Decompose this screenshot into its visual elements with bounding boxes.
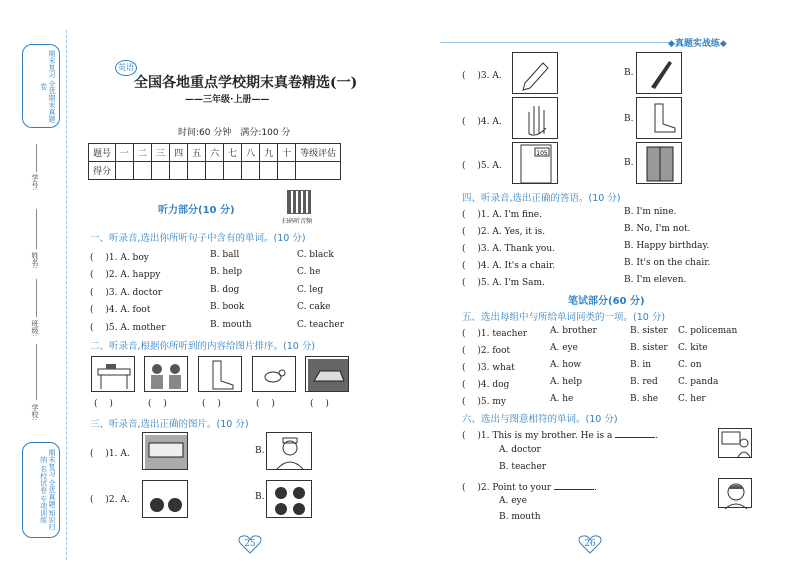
classroom-icon	[143, 433, 189, 471]
page-number-right-text: 26	[584, 539, 596, 549]
option-a: ( )4. A. foot	[90, 305, 151, 315]
question-end: .	[593, 483, 597, 493]
classroom-picture[interactable]	[142, 432, 188, 470]
window-icon	[637, 143, 683, 185]
page-number-left-text: 25	[244, 539, 256, 549]
window-picture[interactable]	[636, 142, 682, 184]
nurse-picture[interactable]	[266, 432, 312, 470]
option-b: B. I'm nine.	[624, 207, 677, 217]
grade-subtitle: ——三年级·上册——	[185, 95, 270, 105]
option-b: B.	[255, 492, 265, 502]
score-input-cell[interactable]	[134, 162, 152, 180]
section6-title: 六、选出与图意相符的单词。(10 分)	[462, 414, 618, 425]
door-icon	[513, 143, 559, 185]
order-blank[interactable]: ( )	[94, 399, 113, 409]
option-b: B. sister	[630, 326, 668, 336]
score-cell: 题号	[89, 144, 116, 162]
foot-picture[interactable]	[636, 97, 682, 139]
option-c: C. her	[678, 394, 706, 404]
score-cell: 一	[116, 144, 134, 162]
bird-picture	[252, 356, 296, 392]
answer-blank[interactable]	[615, 437, 655, 438]
given-word: ( )4. dog	[462, 380, 510, 390]
hand-icon	[513, 98, 559, 140]
option-a[interactable]: A. doctor	[499, 445, 541, 455]
score-input-cell[interactable]	[206, 162, 224, 180]
question-end: .	[655, 431, 659, 441]
option-a: A. help	[550, 377, 582, 387]
two-pumpkins-picture[interactable]	[142, 480, 188, 518]
field-name-line[interactable]	[36, 209, 37, 249]
field-school-line[interactable]	[36, 344, 37, 400]
option-c: C. he	[297, 267, 321, 277]
field-school-label: 学校:	[31, 404, 39, 421]
four-pumpkins-picture[interactable]	[266, 480, 312, 518]
binding-sidebar	[18, 44, 64, 564]
score-cell: 六	[206, 144, 224, 162]
option-b: B.	[255, 446, 265, 456]
pen-icon	[637, 53, 683, 95]
option-b: B. I'm eleven.	[624, 275, 687, 285]
option-a: A. he	[550, 394, 574, 404]
binding-cut-line	[66, 30, 67, 560]
score-input-cell[interactable]	[260, 162, 278, 180]
option-a: ( )5. A. I'm Sam.	[462, 278, 545, 288]
option-b: B. help	[210, 267, 243, 277]
option-a: ( )3. A. Thank you.	[462, 244, 555, 254]
people-picture	[144, 356, 188, 392]
question-stem: ( )1. This is my brother. He is a	[462, 431, 613, 441]
order-blank[interactable]: ( )	[148, 399, 167, 409]
page-number-left	[237, 533, 263, 555]
hand-picture[interactable]	[512, 97, 558, 139]
option-b: B.	[624, 68, 634, 78]
subject-badge: 英语	[115, 60, 137, 76]
option-c: C. black	[297, 250, 334, 260]
option-b: B. Happy birthday.	[624, 241, 710, 251]
score-input-cell[interactable]	[152, 162, 170, 180]
question-label: ( )1. A.	[90, 449, 130, 459]
option-b[interactable]: B. mouth	[499, 512, 541, 522]
score-cell: 十	[278, 144, 296, 162]
pencil-icon	[513, 53, 559, 95]
field-number-line[interactable]	[36, 144, 37, 172]
option-b: B. she	[630, 394, 659, 404]
teacher-picture	[718, 428, 752, 458]
sidebar-top-label: 期末复习 全优期末真题卷	[22, 44, 60, 128]
writing-part-title: 笔试部分(60 分)	[568, 296, 645, 307]
car-picture	[305, 356, 349, 392]
given-word: ( )1. teacher	[462, 329, 528, 339]
score-row-label: 得分	[89, 162, 116, 180]
leg-icon	[199, 357, 243, 393]
option-b: B. red	[630, 377, 658, 387]
pen-picture[interactable]	[636, 52, 682, 94]
nurse-icon	[267, 433, 313, 471]
score-cell: 七	[224, 144, 242, 162]
score-input-cell[interactable]	[170, 162, 188, 180]
page-title: 全国各地重点学校期末真卷精选(一)	[134, 75, 358, 91]
score-cell: 九	[260, 144, 278, 162]
option-b: B. No, I'm not.	[624, 224, 691, 234]
order-blank[interactable]: ( )	[310, 399, 329, 409]
section5-title: 五、选出每组中与所给单词同类的一项。(10 分)	[462, 312, 666, 323]
practice-tag: ◆真题实战练◆	[668, 39, 727, 49]
leg-picture	[198, 356, 242, 392]
field-name-label: 姓名:	[31, 252, 39, 269]
option-c: C. leg	[297, 285, 324, 295]
field-class-label: 班级:	[31, 320, 39, 337]
field-number-label: 学号:	[31, 174, 39, 191]
score-input-cell[interactable]	[224, 162, 242, 180]
pumpkin-icon	[143, 481, 189, 519]
option-a: ( )5. A. mother	[90, 323, 166, 333]
option-b: B. dog	[210, 285, 240, 295]
option-b: B. book	[210, 302, 245, 312]
door-number: 105	[536, 150, 548, 157]
score-input-cell[interactable]	[278, 162, 296, 180]
desk-picture	[91, 356, 135, 392]
option-a: A. how	[550, 360, 582, 370]
option-b: B. It's on the chair.	[624, 258, 711, 268]
question-text	[462, 480, 597, 493]
door-picture[interactable]	[512, 142, 558, 184]
option-a[interactable]: A. eye	[499, 496, 527, 506]
page-number-right	[577, 533, 603, 555]
given-word: ( )2. foot	[462, 346, 511, 356]
section1-title: 一、听录音,选出你所听句子中含有的单词。(10 分)	[90, 233, 306, 244]
pencil-picture[interactable]	[512, 52, 558, 94]
question-label: ( )4. A.	[462, 117, 502, 127]
option-c: C. kite	[678, 343, 708, 353]
score-table-header-row	[89, 144, 341, 162]
teacher-icon	[719, 429, 753, 459]
boy-face-icon	[719, 479, 753, 509]
score-table	[88, 143, 341, 180]
option-b: B.	[624, 158, 634, 168]
boy-picture	[718, 478, 752, 508]
section4-title: 四、听录音,选出正确的答语。(10 分)	[462, 193, 621, 204]
score-input-cell[interactable]	[188, 162, 206, 180]
option-a: A. eye	[550, 343, 578, 353]
option-a: ( )1. A. boy	[90, 253, 149, 263]
score-cell: 三	[152, 144, 170, 162]
listening-part-title: 听力部分(10 分)	[158, 205, 235, 216]
question-label: ( )3. A.	[462, 71, 502, 81]
option-b: B.	[624, 114, 634, 124]
question-label: ( )2. A.	[90, 495, 130, 505]
option-b: B. in	[630, 360, 652, 370]
sidebar-bottom-label: 期末复习 全优真题 知识归纳 名校试卷 专项训练	[22, 442, 60, 538]
option-c: C. teacher	[297, 320, 345, 330]
option-c: C. panda	[678, 377, 719, 387]
option-b: B. mouth	[210, 320, 252, 330]
option-b: B. ball	[210, 250, 240, 260]
given-word: ( )3. what	[462, 363, 515, 373]
question-label: ( )5. A.	[462, 161, 502, 171]
exam-time-info: 时间:60 分钟 满分:100 分	[178, 128, 291, 138]
score-input-cell[interactable]	[296, 162, 341, 180]
option-a: ( )4. A. It's a chair.	[462, 261, 556, 271]
option-b[interactable]: B. teacher	[499, 462, 547, 472]
question-text	[462, 428, 658, 441]
score-input-cell[interactable]	[242, 162, 260, 180]
option-a: A. brother	[550, 326, 597, 336]
bird-icon	[253, 357, 297, 393]
question-stem: ( )2. Point to your	[462, 483, 552, 493]
car-icon	[306, 357, 350, 393]
option-c: C. cake	[297, 302, 331, 312]
option-a: ( )2. A. Yes, it is.	[462, 227, 546, 237]
order-blank[interactable]: ( )	[202, 399, 221, 409]
section2-title: 二、听录音,根据你所听到的内容给图片排序。(10 分)	[90, 341, 316, 352]
answer-blank[interactable]	[554, 489, 594, 490]
score-cell: 四	[170, 144, 188, 162]
option-a: ( )3. A. doctor	[90, 288, 163, 298]
option-b: B. sister	[630, 343, 668, 353]
given-word: ( )5. my	[462, 397, 506, 407]
score-table-score-row	[89, 162, 341, 180]
option-a: ( )2. A. happy	[90, 270, 161, 280]
field-class-line[interactable]	[36, 279, 37, 317]
score-cell: 八	[242, 144, 260, 162]
pumpkin-icon	[267, 481, 313, 519]
qr-code-label: 扫码听音频	[282, 218, 313, 225]
option-a: ( )1. A. I'm fine.	[462, 210, 542, 220]
desk-icon	[92, 357, 136, 393]
score-cell: 二	[134, 144, 152, 162]
header-rule	[440, 42, 670, 43]
people-icon	[145, 357, 189, 393]
section3-title: 三、听录音,选出正确的图片。(10 分)	[90, 419, 249, 430]
option-c: C. on	[678, 360, 702, 370]
order-blank[interactable]: ( )	[256, 399, 275, 409]
qr-code-icon[interactable]	[287, 190, 311, 214]
score-cell: 五	[188, 144, 206, 162]
foot-icon	[637, 98, 683, 140]
score-cell: 等级评估	[296, 144, 341, 162]
option-c: C. policeman	[678, 326, 738, 336]
score-input-cell[interactable]	[116, 162, 134, 180]
